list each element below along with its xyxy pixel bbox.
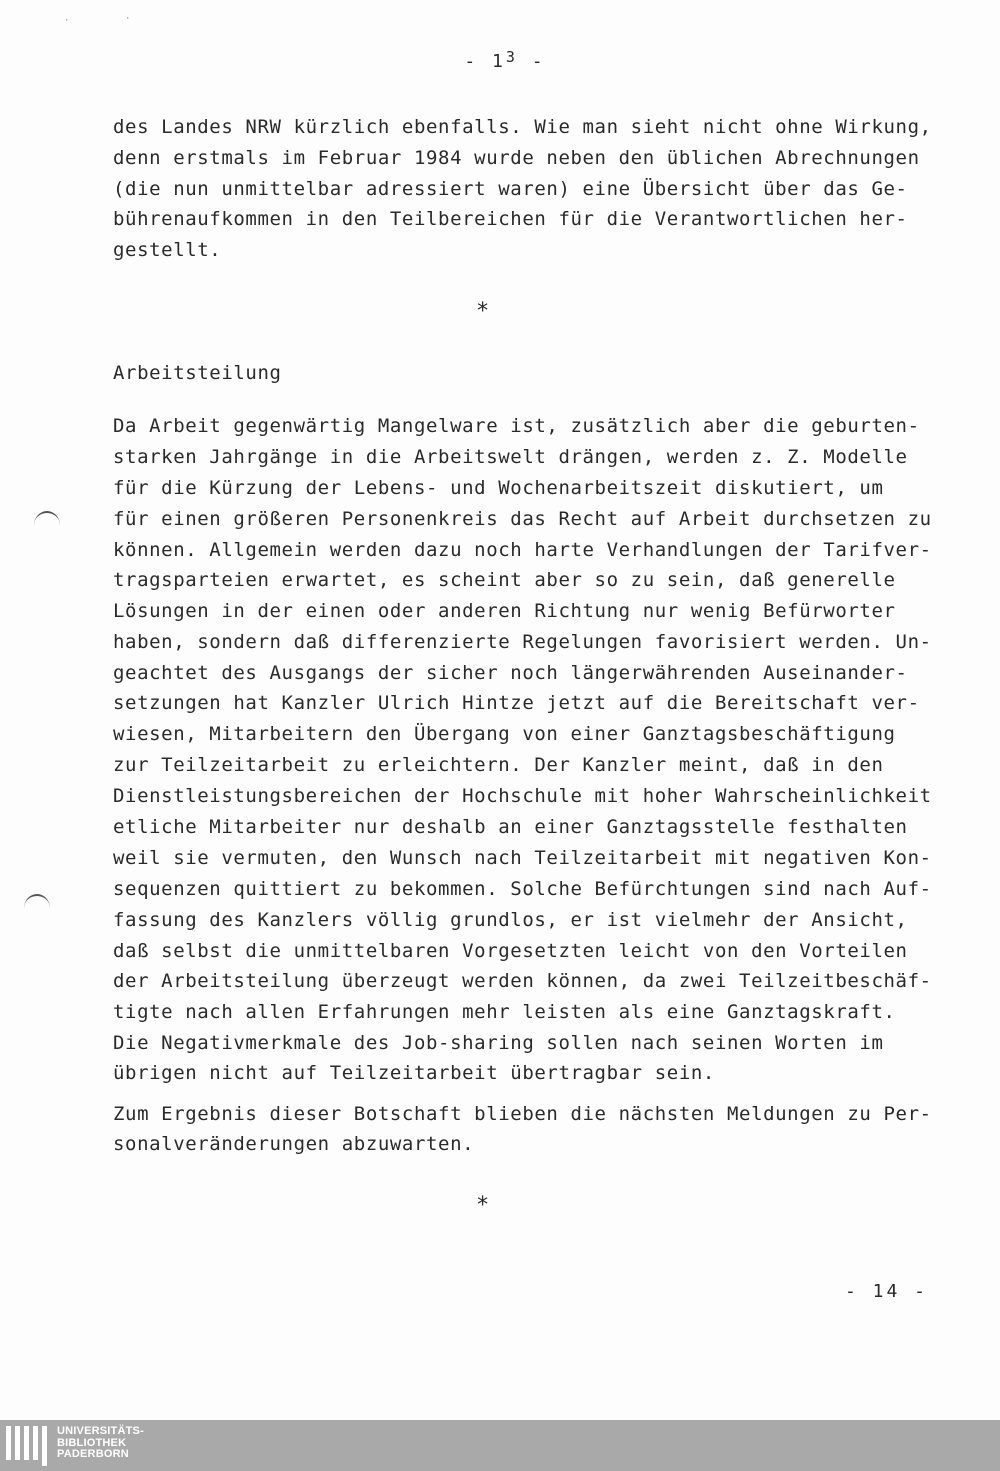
library-logo-line: BIBLIOTHEK [57,1436,127,1449]
page-number-top: - $1^3$ - [464,48,546,72]
section-separator: * [476,1193,490,1218]
text-line: Zum Ergebnis dieser Botschaft blieben die nächsten Meldungen zu Per- [113,1103,932,1125]
text-line: für einen größeren Personenkreis das Recht auf Arbeit durchsetzen zu [113,508,932,530]
text-line: der Arbeitsteilung überzeugt werden können, da zwei Teilzeitbeschäf- [113,970,932,992]
section-separator: * [476,299,490,324]
library-logo-bars-icon [6,1426,47,1460]
text-line: daß selbst die unmittelbaren Vorgesetzten leicht von den Vorteilen [113,940,908,962]
scan-speck: · [64,16,70,26]
text-line: weil sie vermuten, den Wunsch nach Teilzeitarbeit mit negativen Kon- [113,847,932,869]
punch-hole [34,511,60,539]
text-line: (die nun unmittelbar adressiert waren) eine Übersicht über das Ge- [113,178,908,200]
text-line: können. Allgemein werden dazu noch harte Verhandlungen der Tarifver- [113,539,932,561]
text-line: tigte nach allen Erfahrungen mehr leisten als eine Ganztagskraft. [113,1001,896,1023]
text-line: bührenaufkommen in den Teilbereichen für die Verantwortlichen her- [113,208,908,230]
library-logo-text [57,1426,144,1461]
text-line: fassung des Kanzlers völlig grundlos, er ist vielmehr der Ansicht, [113,909,908,931]
punch-hole [24,894,50,922]
text-line: geachtet des Ausgangs der sicher noch längerwährenden Auseinander- [113,662,908,684]
library-logo [6,1426,144,1466]
library-footer-band [0,1420,1000,1471]
text-line: tragsparteien erwartet, es scheint aber so zu sein, daß generelle [113,569,896,591]
library-logo-line: PADERBORN [57,1448,129,1460]
text-line: haben, sondern daß differenzierte Regelungen favorisiert werden. Un- [113,631,932,653]
text-line: zur Teilzeitarbeit zu erleichtern. Der Kanzler meint, daß in den [113,754,884,776]
text-line: setzungen hat Kanzler Ulrich Hintze jetzt auf die Bereitschaft ver- [113,692,920,714]
text-line: gestellt. [113,239,222,261]
text-line: starken Jahrgänge in die Arbeitswelt drängen, werden z. Z. Modelle [113,446,908,468]
text-line: denn erstmals im Februar 1984 wurde neben den üblichen Abrechnungen [113,147,920,169]
scan-speck: · [125,14,131,24]
text-line: Die Negativmerkmale des Job-sharing sollen nach seinen Worten im [113,1032,884,1054]
text-line: Dienstleistungsbereichen der Hochschule mit hoher Wahrscheinlichkeit [113,785,932,807]
text-line: wiesen, Mitarbeitern den Übergang von einer Ganztagsbeschäftigung [113,723,896,745]
text-line: für die Kürzung der Lebens- und Wochenarbeitszeit diskutiert, um [113,477,884,499]
text-line: sequenzen quittiert zu bekommen. Solche Befürchtungen sind nach Auf- [113,878,932,900]
text-line: Lösungen in der einen oder anderen Richtung nur wenig Befürworter [113,600,896,622]
section-heading: Arbeitsteilung [113,362,282,384]
text-line: übrigen nicht auf Teilzeitarbeit übertragbar sein. [113,1062,715,1084]
text-line: Da Arbeit gegenwärtig Mangelware ist, zusätzlich aber die geburten- [113,415,920,437]
library-logo-line: UNIVERSITÄTS- [57,1425,144,1437]
text-line: etliche Mitarbeiter nur deshalb an einer Ganztagsstelle festhalten [113,816,908,838]
text-line: des Landes NRW kürzlich ebenfalls. Wie man sieht nicht ohne Wirkung, [113,116,932,138]
next-page-reference: - 14 - [845,1281,929,1302]
text-line: sonalveränderungen abzuwarten. [113,1133,475,1155]
